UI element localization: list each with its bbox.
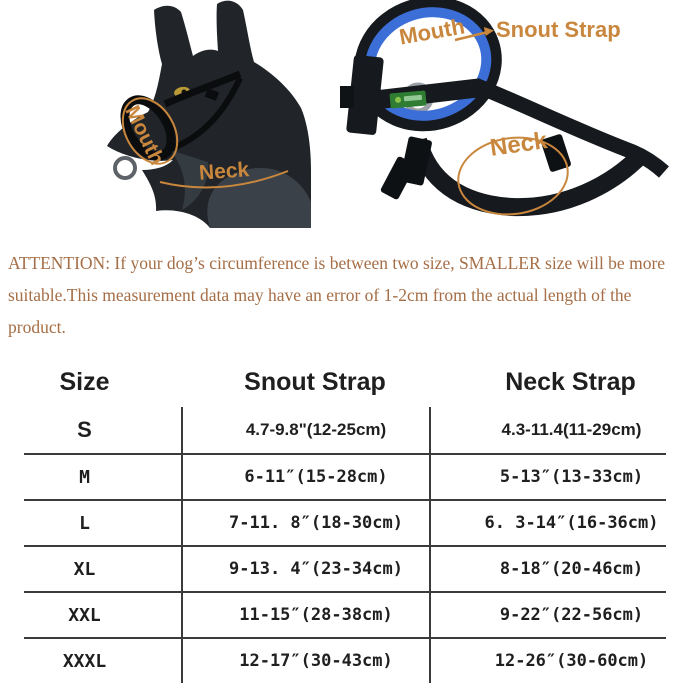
snout-range: 12-17″(30-43cm): [181, 639, 429, 683]
right-mouth-label: Mouth: [397, 13, 467, 50]
header-neck-strap: Neck Strap: [505, 367, 636, 396]
neck-range: 12-26″(30-60cm): [429, 639, 666, 683]
attention-note: ATTENTION: If your dog’s circumference is between two size, SMALLER size will be more suitable.This measurement data may have an error of 1-2cm from the actual length of the product.: [8, 253, 666, 337]
neck-range: 8-18″(20-46cm): [429, 547, 666, 591]
brand-patch: [389, 90, 426, 108]
table-row: [24, 407, 666, 453]
table-row: [24, 499, 666, 545]
snout-range: 11-15″(28-38cm): [181, 593, 429, 637]
dog-silhouette-icon: [60, 0, 330, 232]
chin-ring-icon: [115, 158, 135, 178]
neck-range: 9-22″(22-56cm): [429, 593, 666, 637]
dog-photo: [60, 0, 330, 232]
size-table-header: [24, 357, 666, 407]
size-label: XXL: [68, 604, 101, 626]
size-label: XL: [73, 558, 96, 580]
snout-strap-label: Snout Strap: [496, 17, 621, 42]
size-table: [24, 357, 666, 683]
table-row: [24, 545, 666, 591]
snout-range: 7-11. 8″(18-30cm): [181, 501, 429, 545]
left-neck-label: Neck: [198, 158, 250, 185]
size-label: M: [79, 466, 90, 488]
neck-range: 5-13″(13-33cm): [429, 455, 666, 499]
right-neck-label: Neck: [488, 127, 549, 162]
header-snout-strap: Snout Strap: [244, 367, 386, 396]
size-label: XXXL: [62, 650, 107, 672]
neck-range: 6. 3-14″(16-36cm): [429, 501, 666, 545]
left-mouth-label: Mouth: [120, 102, 169, 169]
size-label: L: [79, 512, 90, 534]
neck-range: 4.3-11.4(11-29cm): [429, 407, 666, 453]
size-label: S: [77, 417, 92, 442]
snout-range: 4.7-9.8"(12-25cm): [181, 407, 429, 453]
snout-range: 9-13. 4″(23-34cm): [181, 547, 429, 591]
table-row: [24, 453, 666, 499]
table-row: [24, 591, 666, 637]
table-row: [24, 637, 666, 683]
header-size: Size: [59, 367, 110, 396]
snout-range: 6-11″(15-28cm): [181, 455, 429, 499]
